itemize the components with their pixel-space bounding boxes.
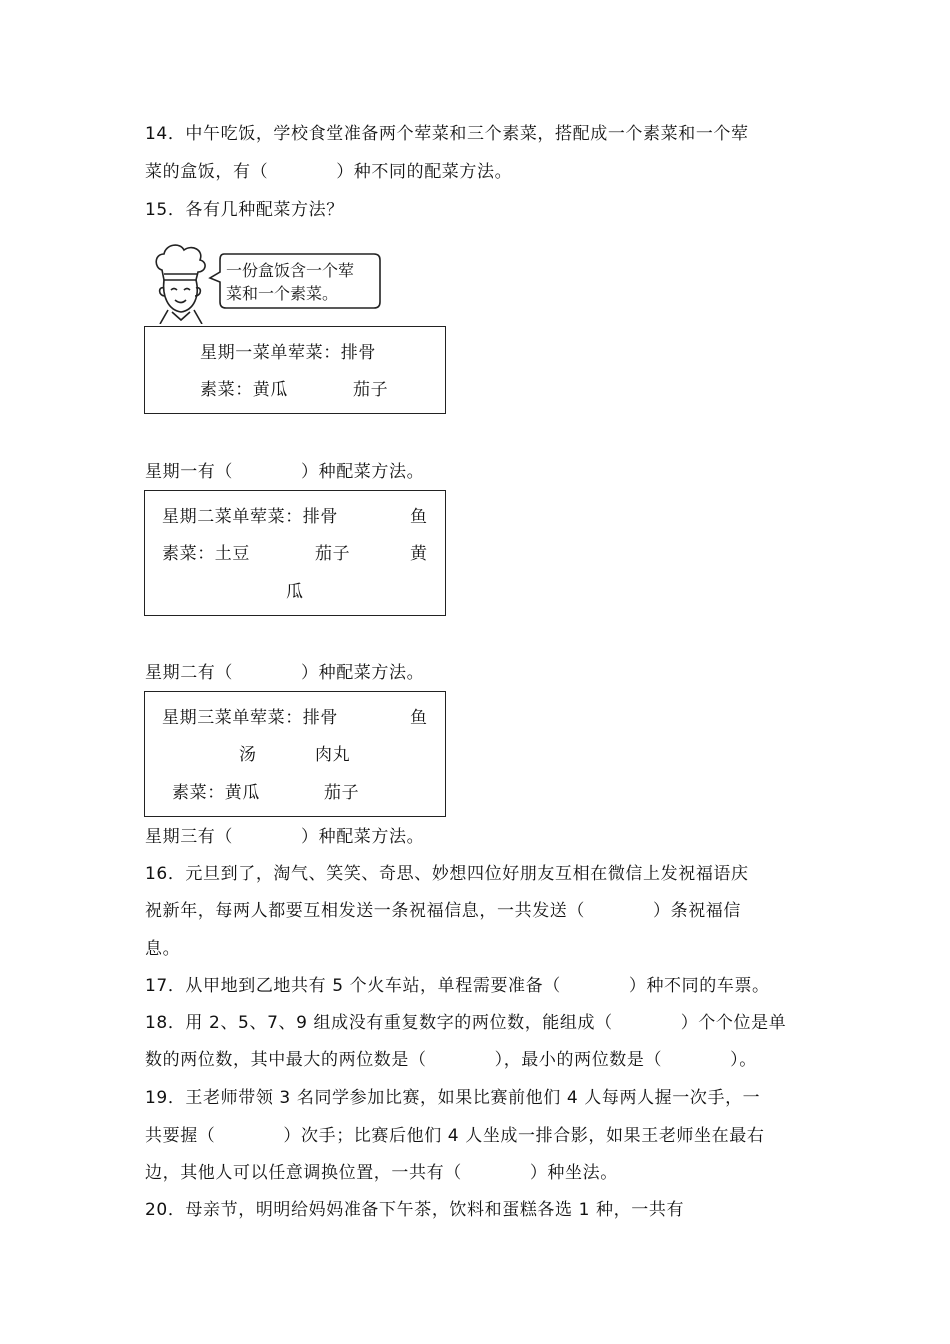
q19-line2 <box>145 1124 764 1148</box>
q19-text-c: 边，其他人可以任意调换位置，一共有（ <box>145 1163 462 1183</box>
q19-line1: 19．王老师带领 3 名同学参加比赛，如果比赛前他们 4 人每两人握一次手，一 <box>145 1088 761 1108</box>
tuesday-veg3b: 瓜 <box>286 582 304 602</box>
q19-line3 <box>145 1161 618 1185</box>
tuesday-answer <box>145 661 424 685</box>
q16-text-a: 祝新年，每两人都要互相发送一条祝福信息，一共发送（ <box>145 901 585 921</box>
tuesday-veg3a: 黄 <box>410 544 428 564</box>
q14-line2 <box>145 160 512 184</box>
q19-text-d: ）种坐法。 <box>529 1163 618 1183</box>
wednesday-menu-box <box>144 691 446 817</box>
monday-veg2: 茄子 <box>353 380 389 400</box>
q18-text-e: ）。 <box>730 1050 757 1070</box>
speech-bubble <box>210 254 380 308</box>
q17-line <box>145 974 770 998</box>
q15-title: 15．各有几种配菜方法？ <box>145 200 344 220</box>
tuesday-menu-box <box>144 490 446 616</box>
tuesday-veg2: 茄子 <box>315 544 351 564</box>
q18-text-d: ），最小的两位数是（ <box>494 1050 663 1070</box>
wednesday-veg-label: 素菜：黄瓜 <box>172 783 260 803</box>
bubble-line2: 菜和一个素菜。 <box>226 284 339 303</box>
monday-answer-b: ）种配菜方法。 <box>301 462 425 482</box>
q17-text-b: ）种不同的车票。 <box>628 976 770 996</box>
q18-line2 <box>145 1048 757 1072</box>
chef-icon <box>156 245 205 324</box>
q18-line1 <box>145 1011 786 1035</box>
bubble-line1: 一份盒饭含一个荤 <box>226 261 355 280</box>
monday-answer-a: 星期一有（ <box>145 462 233 482</box>
wednesday-veg2: 茄子 <box>324 783 360 803</box>
q18-text-a: 18．用 2、5、7、9 组成没有重复数字的两位数，能组成（ <box>145 1013 613 1033</box>
tuesday-answer-b: ）种配菜方法。 <box>301 663 425 683</box>
tuesday-meat: 星期二菜单荤菜：排骨 <box>162 507 338 527</box>
q16-line1: 16．元旦到了，淘气、笑笑、奇思、妙想四位好朋友互相在微信上发祝福语庆 <box>145 864 749 884</box>
q18-text-b: ）个个位是单 <box>680 1013 787 1033</box>
q14-line1: 14．中午吃饭，学校食堂准备两个荤菜和三个素菜，搭配成一个素菜和一个荤 <box>145 124 749 144</box>
wednesday-meat4: 肉丸 <box>315 745 351 765</box>
q19-text-b: ）次手；比赛后他们 4 人坐成一排合影，如果王老师坐在最右 <box>283 1126 765 1146</box>
wednesday-answer <box>145 825 424 849</box>
q14-text-a: 菜的盒饭，有（ <box>145 162 269 182</box>
wednesday-meat: 星期三菜单荤菜：排骨 <box>162 708 338 728</box>
chef-speech-illustration <box>146 240 386 324</box>
tuesday-veg-label: 素菜：土豆 <box>162 544 250 564</box>
q16-text-b: ）条祝福信 <box>653 901 741 921</box>
q17-text-a: 17．从甲地到乙地共有 5 个火车站，单程需要准备（ <box>145 976 561 996</box>
q16-line3: 息。 <box>145 939 181 959</box>
q14-text-b: ）种不同的配菜方法。 <box>336 162 513 182</box>
wednesday-answer-b: ）种配菜方法。 <box>301 827 425 847</box>
tuesday-answer-a: 星期二有（ <box>145 663 233 683</box>
q19-text-a: 共要握（ <box>145 1126 216 1146</box>
monday-menu-box <box>144 326 446 414</box>
q20-line1: 20．母亲节，明明给妈妈准备下午茶，饮料和蛋糕各选 1 种，一共有 <box>145 1200 685 1220</box>
monday-meat: 星期一菜单荤菜：排骨 <box>200 343 376 363</box>
monday-answer <box>145 460 424 484</box>
wednesday-meat3: 汤 <box>239 745 257 765</box>
wednesday-answer-a: 星期三有（ <box>145 827 233 847</box>
tuesday-meat2: 鱼 <box>410 507 428 527</box>
monday-veg-label: 素菜：黄瓜 <box>200 380 288 400</box>
q16-line2 <box>145 899 741 923</box>
wednesday-meat2: 鱼 <box>410 708 428 728</box>
q18-text-c: 数的两位数，其中最大的两位数是（ <box>145 1050 427 1070</box>
